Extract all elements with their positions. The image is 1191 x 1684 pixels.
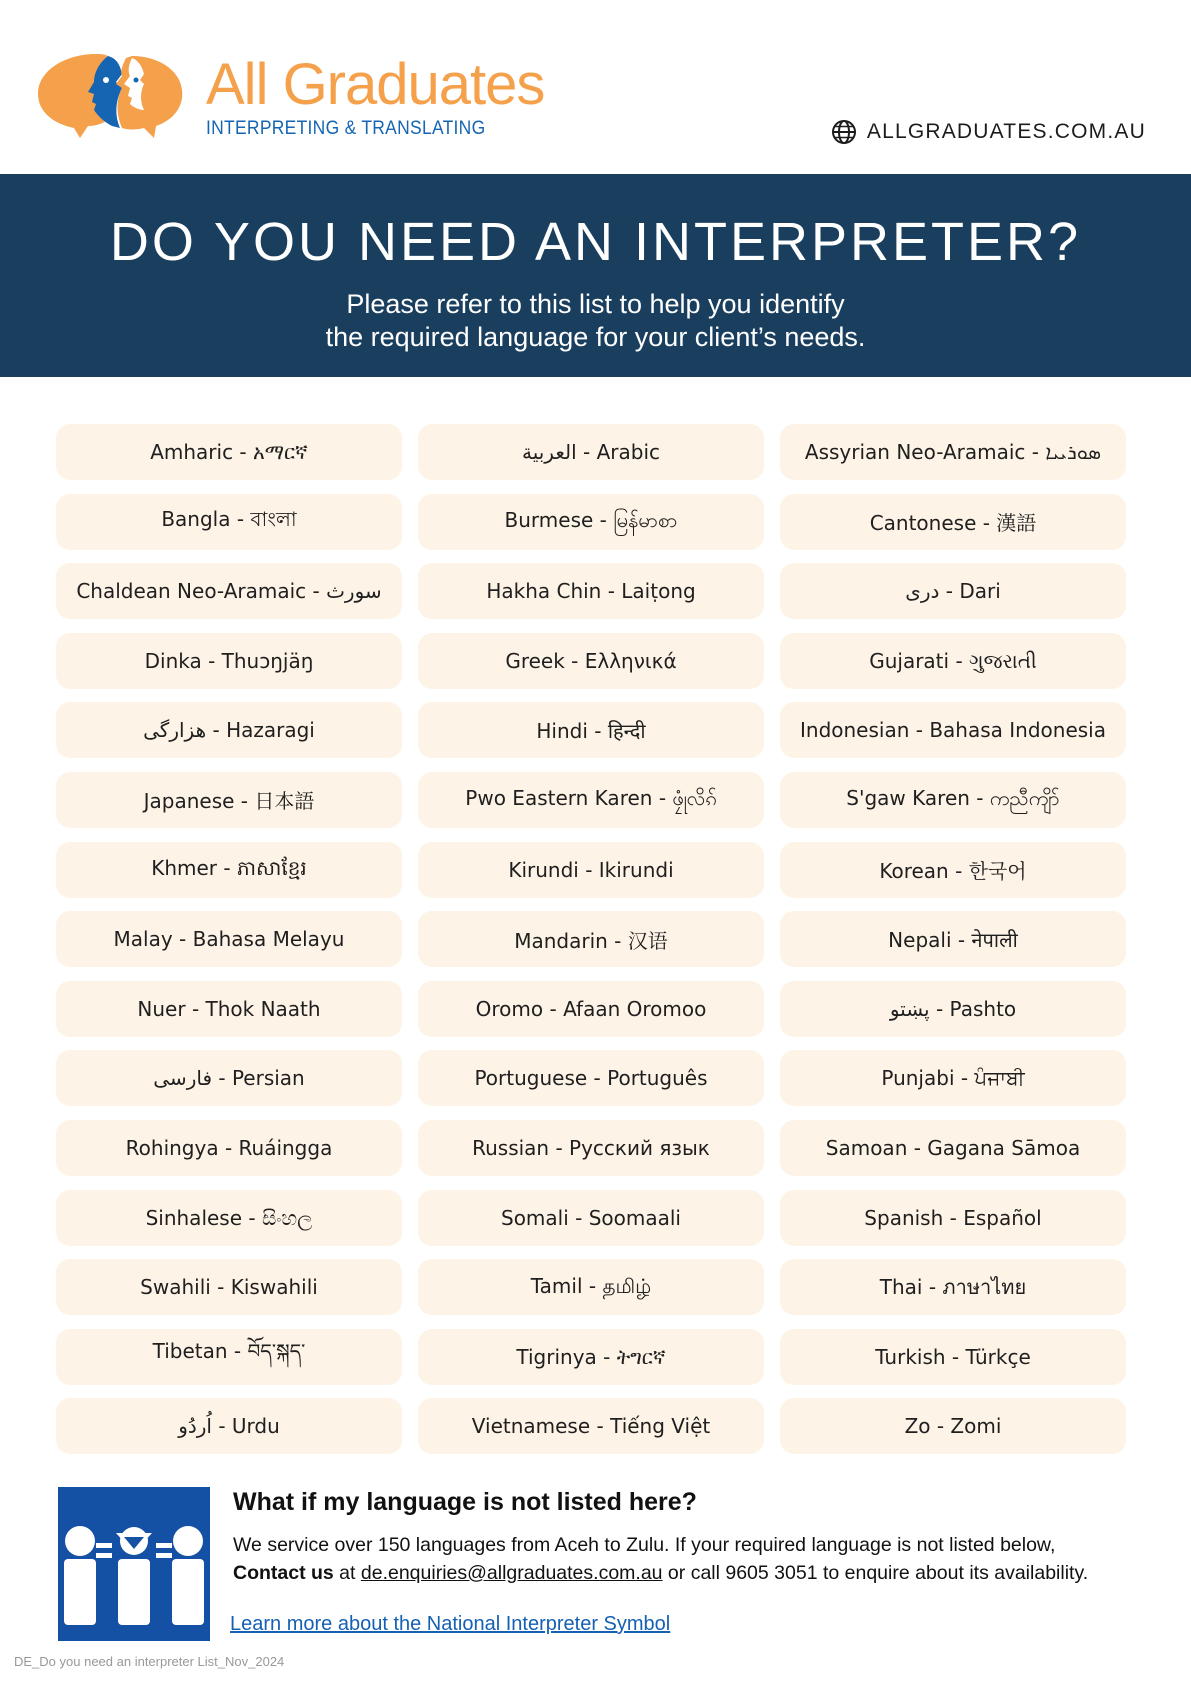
at-text: at xyxy=(333,1562,361,1584)
contact-label: Contact us xyxy=(233,1562,334,1584)
language-item: Pwo Eastern Karen - ဖၠုံလိၵ် xyxy=(418,772,764,828)
national-interpreter-symbol xyxy=(58,1487,210,1641)
language-item: پښتو - Pashto xyxy=(780,981,1126,1037)
language-item: Rohingya - Ruáingga xyxy=(56,1120,402,1176)
website-link[interactable] xyxy=(831,119,1146,145)
language-item: Turkish - Türkçe xyxy=(780,1329,1126,1385)
language-item: Mandarin - 汉语 xyxy=(418,911,764,967)
language-item: Bangla - বাংলা xyxy=(56,494,402,550)
language-item: Amharic - አማርኛ xyxy=(56,424,402,480)
language-item: Swahili - Kiswahili xyxy=(56,1259,402,1315)
language-item: Burmese - မြန်မာစာ xyxy=(418,494,764,550)
language-item: S'gaw Karen - ကညီကျိာ် xyxy=(780,772,1126,828)
brand-name: All Graduates xyxy=(206,52,545,117)
language-item: Korean - 한국어 xyxy=(780,842,1126,898)
language-item: Vietnamese - Tiếng Việt xyxy=(418,1398,764,1454)
language-item: العربية - Arabic xyxy=(418,424,764,480)
language-item: Assyrian Neo-Aramaic - ܣܘܪܝܝܐ xyxy=(780,424,1126,480)
faq-question: What if my language is not listed here? xyxy=(233,1488,697,1516)
language-item: فارسی - Persian xyxy=(56,1050,402,1106)
language-item: Oromo - Afaan Oromoo xyxy=(418,981,764,1037)
language-item: درى - Dari xyxy=(780,563,1126,619)
language-item: Tigrinya - ትግርኛ xyxy=(418,1329,764,1385)
language-item: Zo - Zomi xyxy=(780,1398,1126,1454)
language-item: Gujarati - ગુજરાતી xyxy=(780,633,1126,689)
language-item: Hakha Chin - Laiṭong xyxy=(418,563,764,619)
language-item: Sinhalese - සිංහල xyxy=(56,1190,402,1246)
language-item: Portuguese - Português xyxy=(418,1050,764,1106)
faq-answer xyxy=(233,1531,1133,1587)
language-item: اُردُو - Urdu xyxy=(56,1398,402,1454)
two-faces-speech-logo-icon xyxy=(36,52,184,138)
language-grid xyxy=(56,424,1134,1454)
language-item: Khmer - ភាសាខ្មែរ xyxy=(56,842,402,898)
language-item: Nuer - Thok Naath xyxy=(56,981,402,1037)
language-item: Hindi - हिन्दी xyxy=(418,702,764,758)
website-text: ALLGRADUATES.COM.AU xyxy=(866,120,1146,143)
language-item: Japanese - 日本語 xyxy=(56,772,402,828)
email-link[interactable]: de.enquiries@allgraduates.com.au xyxy=(360,1562,663,1584)
language-item: Dinka - Thuɔŋjäŋ xyxy=(56,633,402,689)
language-item: Thai - ภาษาไทย xyxy=(780,1259,1126,1315)
brand-tagline: INTERPRETING & TRANSLATING xyxy=(206,118,486,139)
language-item: Chaldean Neo-Aramaic - سورث xyxy=(56,563,402,619)
language-item: Punjabi - ਪੰਜਾਬੀ xyxy=(780,1050,1126,1106)
globe-icon xyxy=(831,119,857,145)
page-subtitle xyxy=(0,288,1191,354)
language-item: Greek - Ελληνικά xyxy=(418,633,764,689)
faq-answer-line-1: We service over 150 languages from Aceh to Zulu. If your required language is not listed below, xyxy=(233,1534,1056,1556)
subtitle-line-2: the required language for your client’s needs. xyxy=(325,322,866,352)
language-item: Indonesian - Bahasa Indonesia xyxy=(780,702,1126,758)
language-item: Russian - Русский язык xyxy=(418,1120,764,1176)
language-item: Tamil - தமிழ் xyxy=(418,1259,764,1315)
subtitle-line-1: Please refer to this list to help you identify xyxy=(346,289,845,319)
page-title: DO YOU NEED AN INTERPRETER? xyxy=(109,212,1082,272)
language-item: هزارگی - Hazaragi xyxy=(56,702,402,758)
language-item: Nepali - नेपाली xyxy=(780,911,1126,967)
language-item: Spanish - Español xyxy=(780,1190,1126,1246)
language-item: Kirundi - Ikirundi xyxy=(418,842,764,898)
national-interpreter-symbol-icon xyxy=(58,1487,210,1641)
title-banner xyxy=(0,174,1191,377)
language-item: Somali - Soomaali xyxy=(418,1190,764,1246)
brand-logo xyxy=(36,52,544,140)
language-item: Cantonese - 漢語 xyxy=(780,494,1126,550)
learn-more-link[interactable]: Learn more about the National Interpreter Symbol xyxy=(230,1613,671,1635)
document-id: DE_Do you need an interpreter List_Nov_2024 xyxy=(14,1654,285,1669)
call-text: or call 9605 3051 to enquire about its availability. xyxy=(662,1562,1089,1584)
language-item: Malay - Bahasa Melayu xyxy=(56,911,402,967)
language-item: Tibetan - བོད་སྐད་ xyxy=(56,1329,402,1385)
language-item: Samoan - Gagana Sāmoa xyxy=(780,1120,1126,1176)
